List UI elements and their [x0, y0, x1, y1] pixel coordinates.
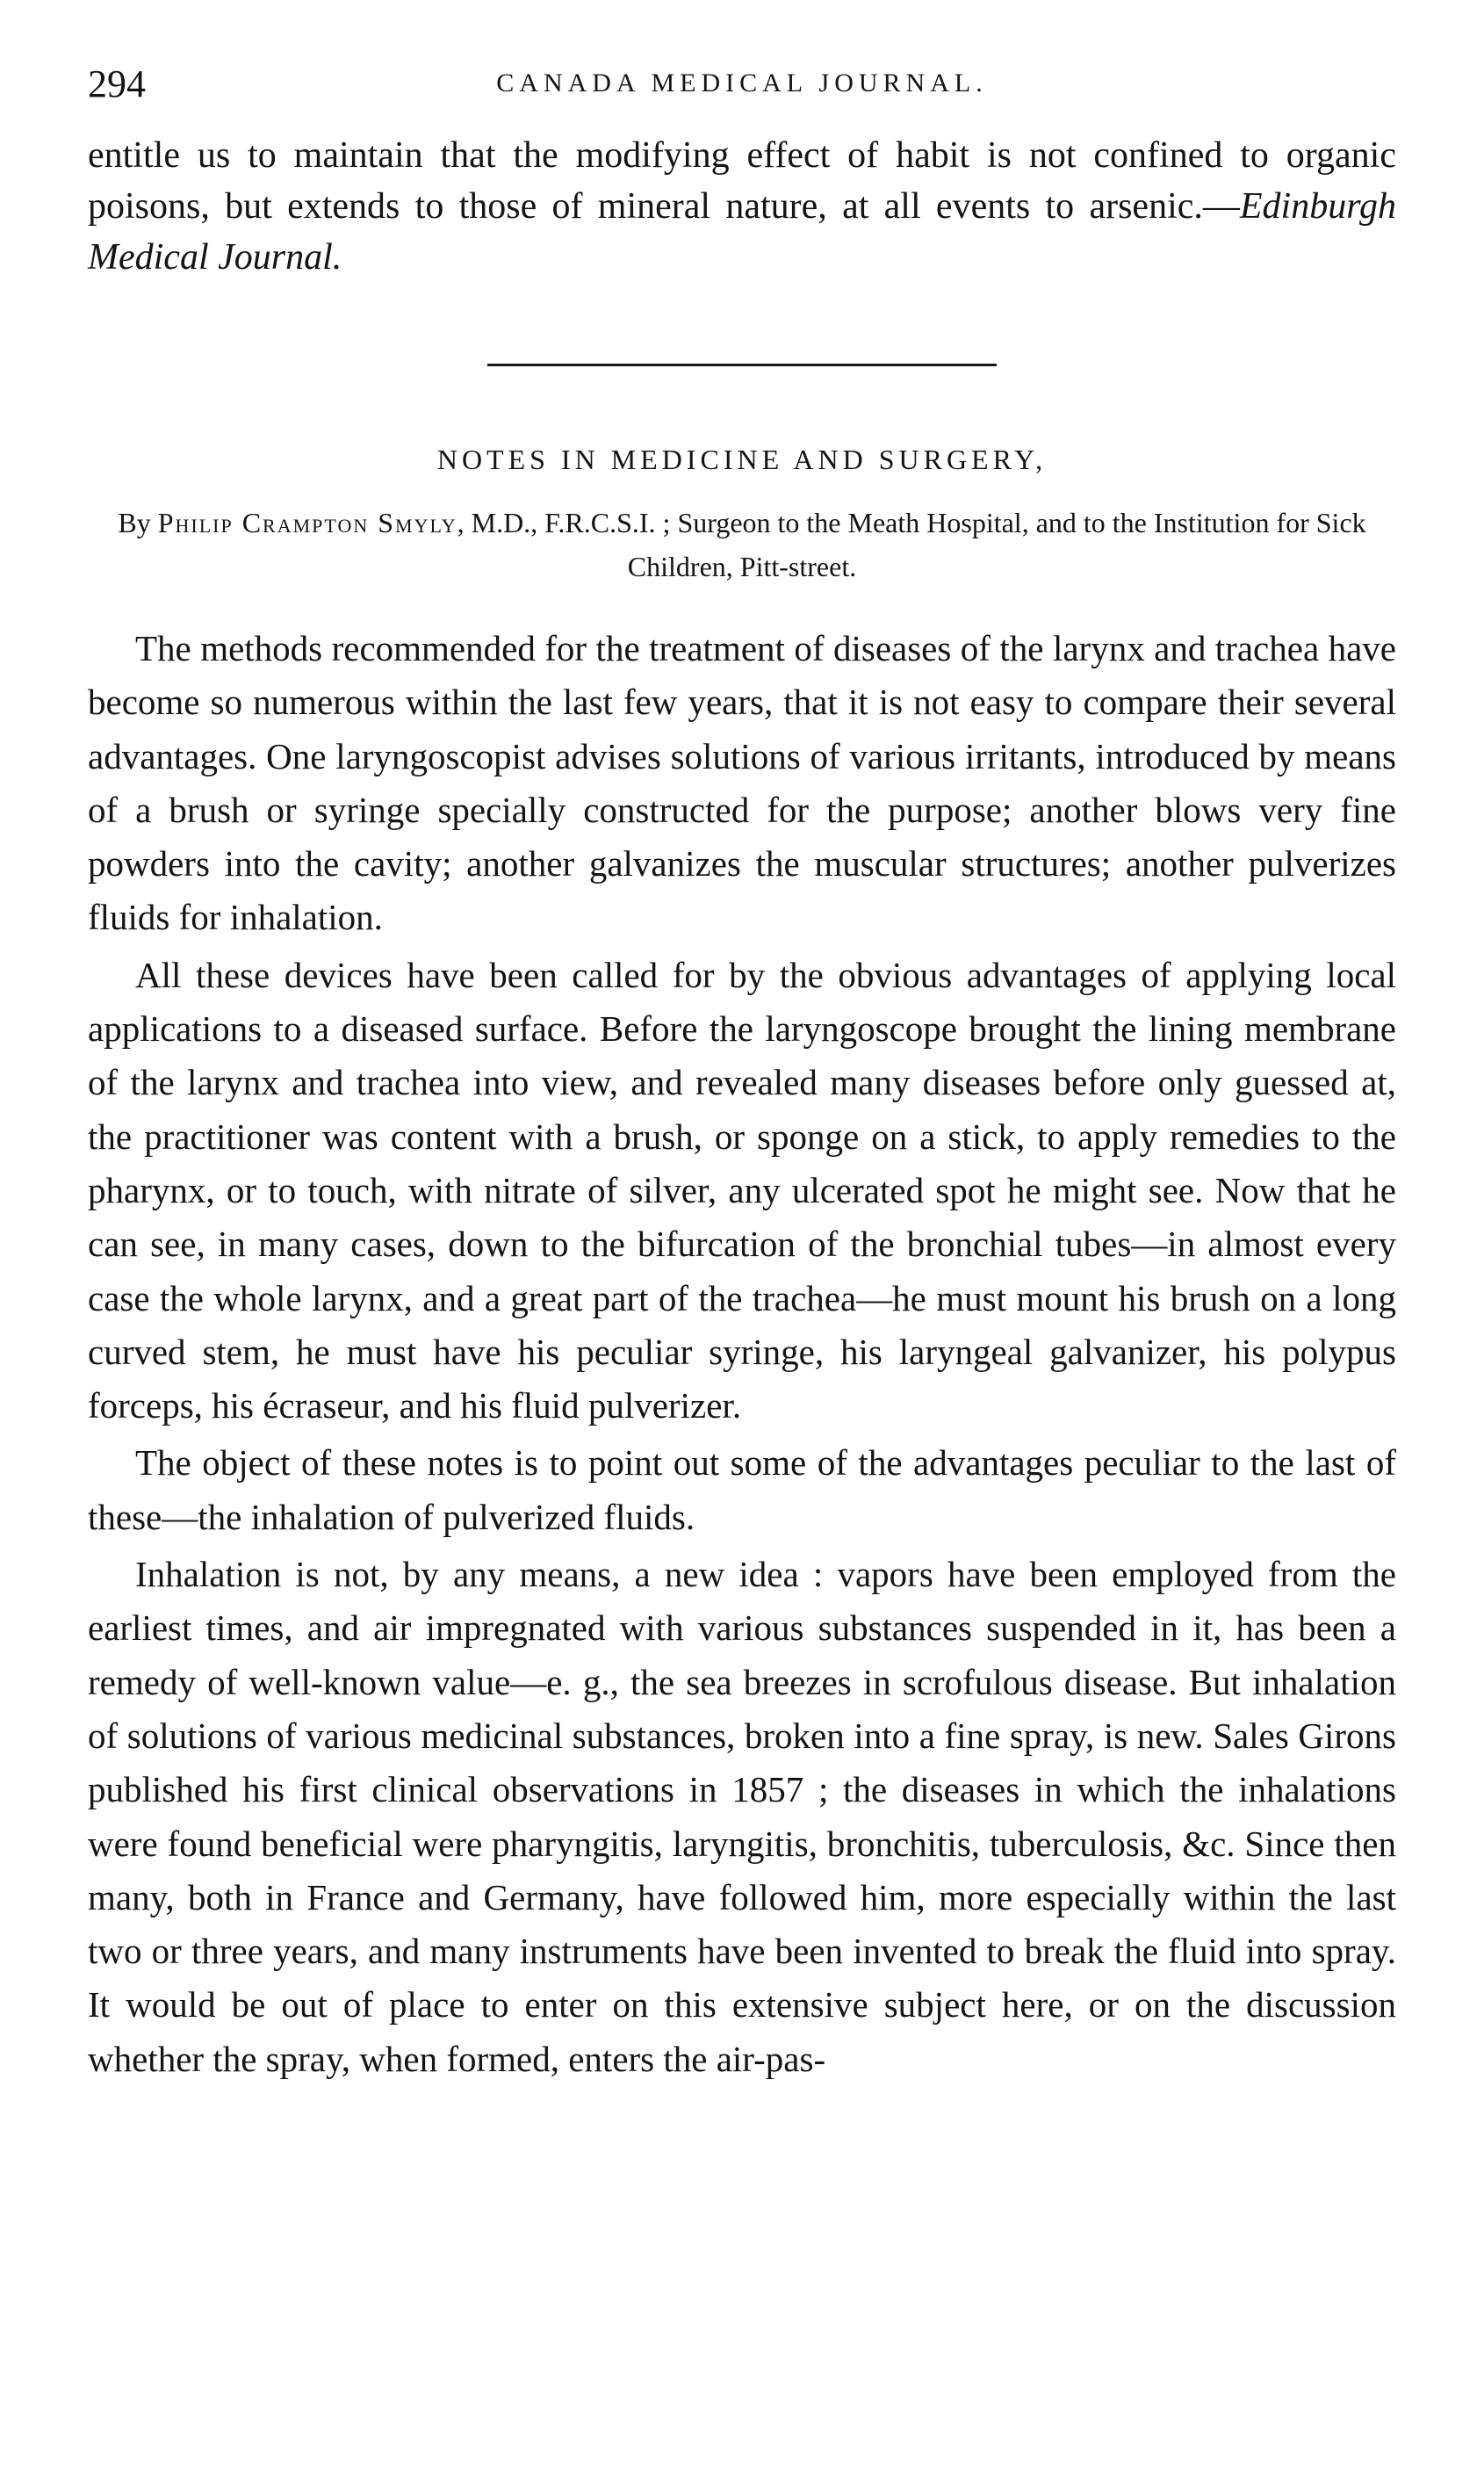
journal-page: [88, 61, 1396, 2086]
continuation-text: entitle us to maintain that the modifying effect of habit is not confined to organic poisons, but extends to those of mineral nature, at all events to arsenic.—: [88, 135, 1396, 227]
byline: [88, 501, 1396, 589]
author-name: Philip Crampton Smyly: [157, 507, 457, 538]
journal-title: CANADA MEDICAL JOURNAL.: [496, 69, 988, 97]
page-number: 294: [88, 62, 146, 105]
previous-article-ending: [88, 130, 1396, 283]
byline-prefix: By: [118, 507, 158, 538]
paragraph: The object of these notes is to point out some of the advantages peculiar to the last of these—the inhalation of pulverized fluids.: [88, 1442, 1396, 1537]
source-citation: Edinburgh Medical Journal.: [88, 186, 1396, 278]
article-title: NOTES IN MEDICINE AND SURGERY,: [436, 444, 1048, 475]
author-credentials: , M.D., F.R.C.S.I. ; Surgeon to the Meath Hospital, and to the Institution for Sick Children, Pitt-street.: [457, 507, 1366, 582]
paragraph: All these devices have been called for by the obvious advantages of applying local applications to a diseased surface. Before the laryngoscope brought the lining membrane of the larynx and trachea into view, and revealed many diseases before only guessed at, the practitioner was content with a brush, or sponge on a stick, to apply remedies to the pharynx, or to touch, with nitrate of silver, any ulcerated spot he might see. Now that he can see, in many cases, down to the bifurcation of the bronchial tubes—in almost every case the whole larynx, and a great part of the trachea—he must mount his brush on a long curved stem, he must have his peculiar syringe, his laryngeal galvanizer, his polypus forceps, his écraseur, and his fluid pulverizer.: [88, 954, 1396, 1426]
paragraph: Inhalation is not, by any means, a new idea : vapors have been employed from the earliest times, and air impregnated with various substances suspended in it, has been a remedy of well-known value—e. g., the sea breezes in scrofulous disease. But inhalation of solutions of various medicinal substances, broken into a fine spray, is new. Sales Girons published his first clinical observations in 1857 ; the diseases in which the inhalations were found beneficial were pharyngitis, laryngitis, bronchitis, tuberculosis, &c. Since then many, both in France and Germany, have followed him, more especially within the last two or three years, and many instruments have been invented to break the fluid into spray. It would be out of place to enter on this extensive subject here, or on the discussion whether the spray, when formed, enters the air-pas-: [88, 1554, 1396, 2079]
paragraph: The methods recommended for the treatment of diseases of the larynx and trachea have become so numerous within the last few years, that it is not easy to compare their several advantages. One laryngoscopist advises solutions of various irritants, introduced by means of a brush or syringe specially constructed for the purpose; another blows very fine powders into the cavity; another galvanizes the muscular structures; another pulverizes fluids for inhalation.: [88, 628, 1396, 938]
running-head: [88, 61, 1396, 114]
section-divider: [487, 364, 997, 366]
article-body: [88, 622, 1396, 2086]
